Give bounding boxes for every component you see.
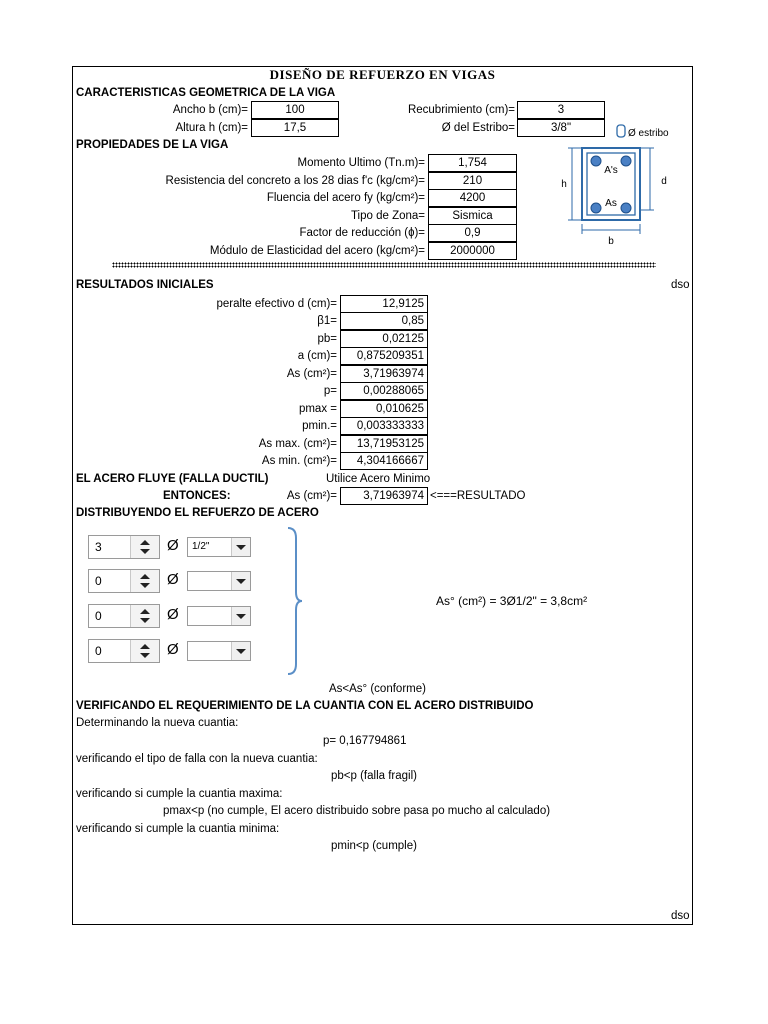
as-top-label: A's — [604, 165, 618, 176]
momento-label: Momento Ultimo (Tn.m)= — [297, 157, 425, 169]
spin-up-icon[interactable] — [140, 609, 150, 614]
chevron-down-icon[interactable] — [231, 607, 250, 625]
bar-diameter-value-1: 1/2" — [192, 541, 210, 552]
estribo-legend-label: Ø estribo — [628, 128, 669, 139]
spinner-arrows[interactable] — [130, 570, 159, 592]
b-label: b — [608, 236, 614, 247]
pmax-check-text: pmax<p (no cumple, El acero distribuido sobre pasa po mucho al calculado) — [163, 805, 551, 817]
bar-qty-value-1: 3 — [95, 540, 102, 554]
beta1-value: 0,85 — [340, 312, 428, 330]
spin-down-icon[interactable] — [140, 618, 150, 623]
asmin-label: As min. (cm²)= — [261, 455, 337, 467]
as-value: 3,71963974 — [340, 365, 428, 383]
estribo-label: Ø del Estribo= — [441, 122, 515, 134]
bar-qty-spinner-4[interactable] — [88, 639, 160, 663]
properties-heading: PROPIEDADES DE LA VIGA — [76, 139, 229, 151]
falla-fragil-text: pb<p (falla fragil) — [331, 770, 417, 782]
spinner-arrows[interactable] — [130, 536, 159, 558]
asmin-value: 4,304166667 — [340, 452, 428, 470]
pmin-value: 0,003333333 — [340, 417, 428, 435]
pb-value: 0,02125 — [340, 330, 428, 348]
distribution-heading: DISTRIBUYENDO EL REFUERZO DE ACERO — [76, 507, 319, 519]
entonces-label: ENTONCES: — [163, 490, 231, 502]
as-label: As (cm²)= — [286, 368, 337, 380]
recubrimiento-label: Recubrimiento (cm)= — [407, 104, 515, 116]
page-title: DISEÑO DE REFUERZO EN VIGAS — [269, 67, 496, 82]
estribo-legend-icon — [617, 125, 625, 137]
result-as-value: 3,71963974 — [340, 487, 428, 505]
fy-input[interactable]: 4200 — [428, 189, 517, 207]
bar-qty-spinner-2[interactable] — [88, 569, 160, 593]
modulo-label: Módulo de Elasticidad del acero (kg/cm²)= — [209, 245, 425, 257]
estribo-input[interactable]: 3/8" — [517, 119, 605, 137]
bar-diameter-dropdown-4[interactable] — [187, 641, 251, 661]
zona-input[interactable]: Sismica — [428, 207, 517, 225]
pmin-check-text: pmin<p (cumple) — [331, 840, 417, 852]
spin-up-icon[interactable] — [140, 644, 150, 649]
result-as-label: As (cm²)= — [286, 490, 337, 502]
bar-qty-spinner-1[interactable] — [88, 535, 160, 559]
chevron-down-icon[interactable] — [231, 642, 250, 660]
bottom-bar-left — [591, 203, 601, 213]
cuantia-maxima-text: verificando si cumple la cuantia maxima: — [76, 788, 283, 800]
recubrimiento-input[interactable]: 3 — [517, 101, 605, 119]
pmax-label: pmax = — [298, 403, 337, 415]
ancho-input[interactable]: 100 — [251, 101, 339, 119]
diameter-symbol: Ø — [167, 537, 179, 554]
p-new-value: p= 0,167794861 — [323, 735, 407, 747]
pmax-value: 0,010625 — [340, 400, 428, 418]
ancho-label: Ancho b (cm)= — [172, 104, 248, 116]
d-label: d — [661, 176, 667, 187]
grouping-brace — [284, 526, 308, 676]
dotted-separator — [112, 262, 656, 268]
spin-down-icon[interactable] — [140, 653, 150, 658]
conforme-text: As<As° (conforme) — [329, 683, 426, 695]
spinner-arrows[interactable] — [130, 605, 159, 627]
top-bar-left — [591, 156, 601, 166]
h-label: h — [561, 179, 567, 190]
fc-input[interactable]: 210 — [428, 172, 517, 190]
bar-qty-spinner-3[interactable] — [88, 604, 160, 628]
falla-ductil-text: EL ACERO FLUYE (FALLA DUCTIL) — [76, 473, 269, 485]
diameter-symbol: Ø — [167, 606, 179, 623]
geometry-heading: CARACTERISTICAS GEOMETRICA DE LA VIGA — [76, 87, 336, 99]
modulo-input[interactable]: 2000000 — [428, 242, 517, 260]
cuantia-minima-text: verificando si cumple la cuantia minima: — [76, 823, 280, 835]
spin-down-icon[interactable] — [140, 583, 150, 588]
bar-diameter-dropdown-2[interactable] — [187, 571, 251, 591]
nueva-cuantia-text: Determinando la nueva cuantia: — [76, 717, 239, 729]
peralte-value: 12,9125 — [340, 295, 428, 313]
bar-diameter-dropdown-3[interactable] — [187, 606, 251, 626]
as-distributed-summary: As° (cm²) = 3Ø1/2" = 3,8cm² — [436, 594, 588, 608]
bar-qty-value-4: 0 — [95, 644, 102, 658]
spin-up-icon[interactable] — [140, 574, 150, 579]
pmin-label: pmin.= — [302, 420, 337, 432]
factor-input[interactable]: 0,9 — [428, 224, 517, 242]
zona-label: Tipo de Zona= — [350, 210, 425, 222]
chevron-down-icon[interactable] — [231, 538, 250, 556]
a-value: 0,875209351 — [340, 347, 428, 365]
beta1-label: β1= — [317, 315, 337, 327]
utilice-acero-minimo: Utilice Acero Minimo — [326, 473, 431, 485]
resultado-marker: <===RESULTADO — [430, 490, 526, 502]
author-mark-bottom: dso — [671, 910, 690, 922]
results-heading: RESULTADOS INICIALES — [76, 279, 214, 291]
top-bar-right — [621, 156, 631, 166]
factor-label: Factor de reducción (ɸ)= — [299, 227, 425, 239]
altura-input[interactable]: 17,5 — [251, 119, 339, 137]
bar-diameter-dropdown-1[interactable] — [187, 537, 251, 557]
tipo-falla-text: verificando el tipo de falla con la nueva cuantia: — [76, 753, 318, 765]
spin-down-icon[interactable] — [140, 549, 150, 554]
fy-label: Fluencia del acero fy (kg/cm²)= — [266, 192, 425, 204]
diameter-symbol: Ø — [167, 571, 179, 588]
as-bottom-label: As — [605, 198, 617, 209]
diameter-symbol: Ø — [167, 641, 179, 658]
pb-label: pb= — [317, 333, 337, 345]
altura-label: Altura h (cm)= — [175, 122, 248, 134]
bar-qty-value-2: 0 — [95, 574, 102, 588]
bar-qty-value-3: 0 — [95, 609, 102, 623]
asmax-label: As max. (cm²)= — [258, 438, 337, 450]
beam-section-diagram — [554, 122, 684, 248]
chevron-down-icon[interactable] — [231, 572, 250, 590]
a-label: a (cm)= — [297, 350, 337, 362]
p-value: 0,00288065 — [340, 382, 428, 400]
fc-label: Resistencia del concreto a los 28 dias f'c (kg/cm²)= — [165, 175, 425, 187]
peralte-label: peralte efectivo d (cm)= — [216, 298, 337, 310]
spinner-arrows[interactable] — [130, 640, 159, 662]
verification-heading: VERIFICANDO EL REQUERIMIENTO DE LA CUANTIA CON EL ACERO DISTRIBUIDO — [76, 700, 534, 712]
p-label: p= — [323, 385, 337, 397]
asmax-value: 13,71953125 — [340, 435, 428, 453]
spin-up-icon[interactable] — [140, 540, 150, 545]
author-mark-top: dso — [671, 279, 690, 291]
bottom-bar-right — [621, 203, 631, 213]
momento-input[interactable]: 1,754 — [428, 154, 517, 172]
